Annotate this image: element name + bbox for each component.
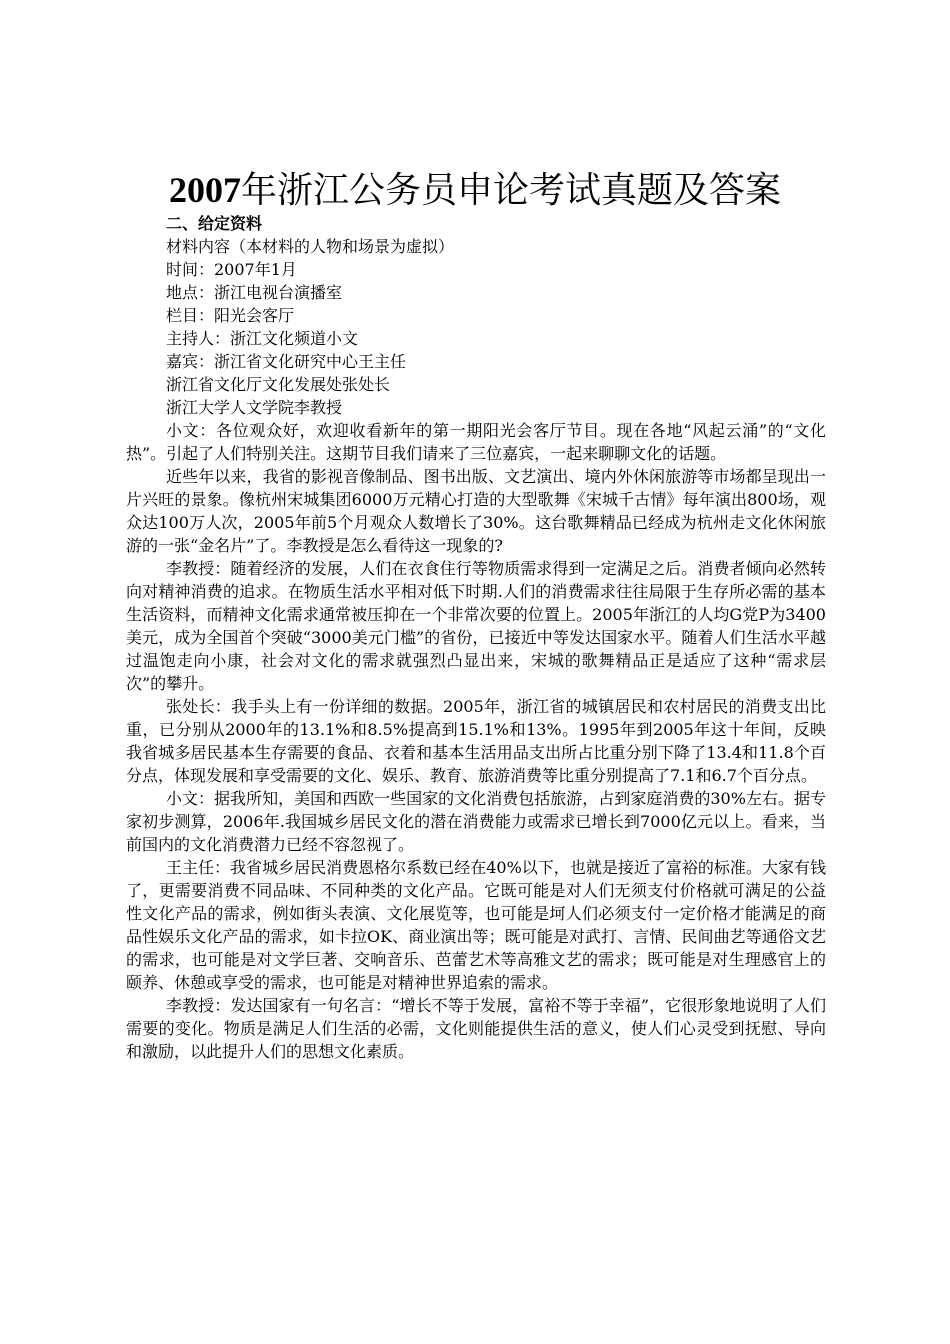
meta-program: 栏目：阳光会客厅 — [166, 306, 295, 325]
document-body — [126, 212, 826, 1063]
material-intro: 材料内容（本材料的人物和场景为虚拟） — [166, 237, 455, 256]
meta-location: 地点：浙江电视台演播室 — [166, 283, 343, 302]
meta-guest-wang: 嘉宾：浙江省文化研究中心王主任 — [166, 352, 407, 371]
title-year: 2007 — [168, 170, 241, 210]
paragraph-host-data: 小文：据我所知，美国和西欧一些国家的文化消费包括旅游，占到家庭消费的30%左右。据专家初步测算，2006年.我国城乡居民文化的潜在消费能力或需求已增长到7000亿元以上。看来，当前国内的文化消费潜力已经不容忽视了。 — [126, 789, 826, 854]
meta-guest-li: 浙江大学人文学院李教授 — [166, 398, 343, 417]
meta-time: 时间：2007年1月 — [166, 260, 297, 279]
meta-guest-zhang: 浙江省文化厅文化发展处张处长 — [166, 375, 391, 394]
paragraph-professor-li-2: 李教授：发达国家有一句名言：“增长不等于发展，富裕不等于幸福”，它很形象地说明了人们需要的变化。物质是满足人们生活的必需，文化则能提供生活的意义，使人们心灵受到抚慰、导向和激励，以此提升人们的思想文化素质。 — [126, 996, 826, 1061]
meta-host: 主持人：浙江文化频道小文 — [166, 329, 359, 348]
document-title — [0, 168, 950, 212]
paragraph-director-wang: 王主任：我省城乡居民消费恩格尔系数已经在40%以下，也就是接近了富裕的标准。大家有钱了，更需要消费不同品味、不同种类的文化产品。它既可能是对人们无须支付价格就可满足的公益性文化产品的需求，例如街头表演、文化展览等，也可能是坷人们必须支付一定价格才能满足的商品性娱乐文化产品的需求，如卡拉OK、商业演出等；既可能是对武打、言情、民间曲艺等通俗文艺的需求，也可能是对文学巨著、交响音乐、芭蕾艺术等高雅文艺的需求；既可能是对生理感官上的颐养、休憩或享受的需求，也可能是对精神世界追索的需求。 — [126, 858, 826, 992]
section-heading: 二、给定资料 — [166, 214, 263, 233]
paragraph-host-intro: 小文：各位观众好，欢迎收看新年的第一期阳光会客厅节目。现在各地“风起云涌”的“文化热”。引起了人们特别关注。这期节目我们请来了三位嘉宾，一起来聊聊文化的话题。 — [126, 421, 826, 463]
title-text: 年浙江公务员申论考试真题及答案 — [240, 170, 781, 210]
paragraph-director-zhang: 张处长：我手头上有一份详细的数据。2005年，浙江省的城镇居民和农村居民的消费支出比重，已分别从2000年的13.1%和8.5%提高到15.1%和13%。1995年到2005年这十年间，反映我省城多居民基本生存需要的食品、衣着和基本生活用品支出所占比重分别下降了13.4和11.8个百分点，体现发展和享受需要的文化、娱乐、教育、旅游消费等比重分别提高了7.1和6.7个百分点。 — [126, 697, 826, 785]
paragraph-host-question: 近些年以来，我省的影视音像制品、图书出版、文艺演出、境内外休闲旅游等市场都呈现出一片兴旺的景象。像杭州宋城集团6000万元精心打造的大型歌舞《宋城千古情》每年演出800场，观众达100万人次，2005年前5个月观众人数增长了30%。这台歌舞精品已经成为杭州走文化休闲旅游的一张“金名片”了。李教授是怎么看待这一现象的? — [126, 467, 826, 555]
paragraph-professor-li: 李教授：随着经济的发展，人们在衣食住行等物质需求得到一定满足之后。消费者倾向必然转向对精神消费的追求。在物质生活水平相对低下时期.人们的消费需求往往局限于生存所必需的基本生活资料，而精神文化需求通常被压抑在一个非常次要的位置上。2005年浙江的人均G党P为3400美元，成为全国首个突破“3000美元门槛”的省份，已接近中等发达国家水平。随着人们生活水平越过温饱走向小康，社会对文化的需求就强烈凸显出来，宋城的歌舞精品正是适应了这种“需求层次”的攀升。 — [126, 559, 826, 693]
